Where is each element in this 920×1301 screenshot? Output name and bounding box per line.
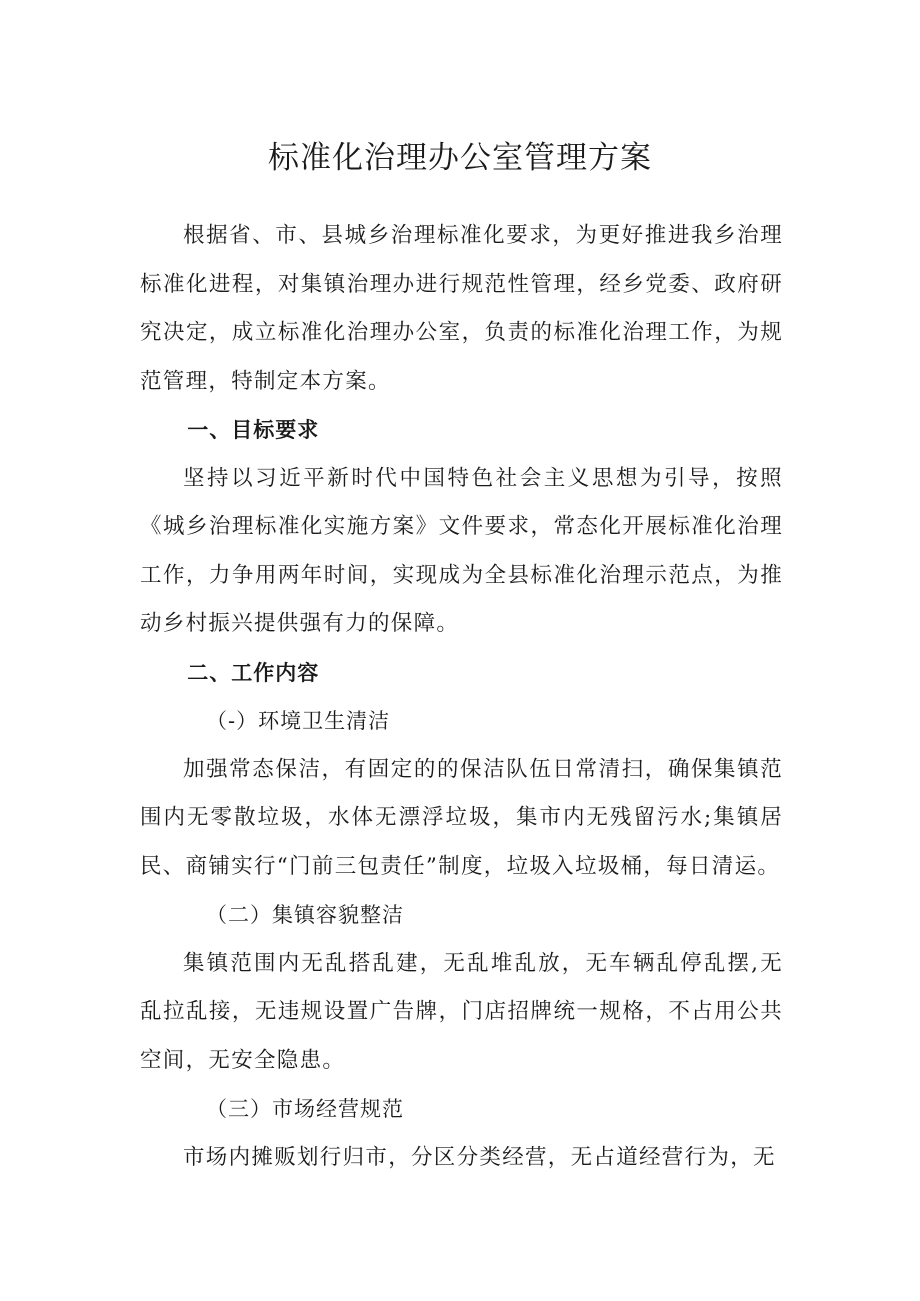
section-heading-goals: 一、目标要求: [187, 418, 320, 442]
section-heading-work-content: 二、工作内容: [187, 660, 320, 685]
intro-paragraph: 根据省、市、县城乡治理标准化要求，为更好推进我乡治理标准化进程，对集镇治理办进行规范性管理，经乡党委、政府研究决定，成立标准化治理办公室，负责的标准化治理工作，为规范管理，特制定本方案。: [140, 223, 783, 394]
document-body: [140, 212, 783, 1182]
subsection-heading-market: （三）市场经营规范: [206, 1097, 404, 1121]
subsection-paragraph-market: 市场内摊贩划行归市，分区分类经营，无占道经营行为，无: [183, 1144, 776, 1170]
subsection-heading-sanitation: （-）环境卫生清洁: [206, 709, 391, 733]
section-paragraph-goals: 坚持以习近平新时代中国特色社会主义思想为引导，按照《城乡治理标准化实施方案》文件要求，常态化开展标准化治理工作，力争用两年时间，实现成为全县标准化治理示范点，为推动乡村振兴提供强有力的保障。: [140, 465, 783, 636]
subsection-paragraph-town-appearance: 集镇范围内无乱搭乱建，无乱堆乱放，无车辆乱停乱摆,无乱拉乱接，无违规设置广告牌，门店招牌统一规格，不占用公共空间，无安全隐患。: [140, 950, 783, 1073]
document-title: 标准化治理办公室管理方案: [268, 140, 652, 176]
subsection-paragraph-sanitation: 加强常态保洁，有固定的的保洁队伍日常清扫，确保集镇范围内无零散垃圾，水体无漂浮垃圾，集市内无残留污水;集镇居民、商铺实行“门前三包责任”制度，垃圾入垃圾桶，每日清运。: [140, 756, 783, 879]
subsection-heading-town-appearance: （二）集镇容貌整洁: [206, 903, 404, 927]
